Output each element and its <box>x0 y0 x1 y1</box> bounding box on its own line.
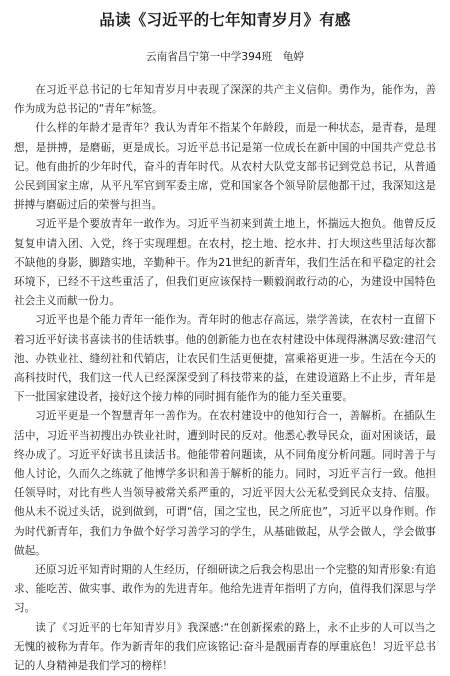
paragraph: 什么样的年龄才是青年？我认为青年不指某个年龄段，而是一种状态，是青春，是理想，是拼搏，是磨砺，更是成长。习近平总书记是第一位成长在新中国的中国共产党总书记。他有曲折的少年时代，奋斗的青年时代。从农村大队党支部书记到党总书记，从普通公民到国家主席，从平凡军官到军委主席，党和国家各个领导阶层他都干过，我深知这是拼搏与磨砺过后的荣誉与担当。 <box>14 122 436 212</box>
paragraph: 还原习近平知青时期的人生经历，仔细研读之后我会构思出一个完整的知青形象:有追求、能吃苦、做实事、敢作为的先进青年。他给先进青年指明了方向，值得我们深思与学习。 <box>14 564 436 615</box>
paragraph: 习近平也是个能力青年一能作为。青年时的他志存高远，崇学善读，在农村一直留下着习近平好读书喜读书的佳话轶事。他的创新能力也在农村建设中体现得淋漓尽致:建沼气池、办铁业社、缝纫社和代销店，让农民们生活更便捷，富乘裕更进一步。生活在今天的高科技时代，我们这一代人已经深深受到了科技带来的益，在建设道路上不止步，青年是下一批国家建设者，接好这个接力棒的同时拥有能作为的能力至关重要。 <box>14 314 436 404</box>
paragraph: 习近平是个要放青年一敢作为。习近平当初来到黄土地上，怀揣远大抱负。他曾反反复复申请入团、入党，终于实现理想。在农村，挖土地、挖水井、打大坝这些里活每次都不缺他的身影，脚踏实地，辛勤种干。作为21世纪的新青年，我们生活在和平稳定的社会环境下，已经不干这些重活了，但我们更应该保持一颗毅润敢行动的心，为建设中国特色社会主义而献一份力。 <box>14 218 436 308</box>
author-line: 云南省昌宁第一中学394班 龟婷 <box>146 51 304 63</box>
document-title: 品读《习近平的七年知青岁月》有感 <box>99 11 351 29</box>
paragraph: 习近平更是一个智慧青年一善作为。在农村建设中的他知行合一，善解析。在插队生活中，习近平当初搜出办铁业社时，遭到时民的反对。他悉心教导民众，面对困谈话，最终办成了。习近平好读书且读活书。他能带着问题读，从不同角度分析问题。同时善于与他人讨论，久而久之练就了他博学多识和善于解析的能力。同时，习近平言行一致。他担任领导时，对比有些人当领导被常关系严重的，习近平因大公无私受到民众支持、信服。他从未不说过头话，说到做到，可谓“信，国之宝也，民之所庇也”，习近平以身作则。作为时代新青年，我们力争做个好学习善学习的学生，从基础做起，从学会做人，学会做事做起。 <box>14 410 436 557</box>
document-body <box>14 81 436 676</box>
paragraph: 读了《习近平的七年知青岁月》我深感:“在创新探索的路上，永不止步的人可以当之无愧的被称为青年。作为新青年的我们应该铭记:奋斗是靓丽青春的厚重底色！习近平总书记的人身精神是我们学习的榜样！ <box>14 621 436 673</box>
paragraph: 在习近平总书记的七年知青岁月中表现了深深的共产主义信仰。勇作为，能作为，善作为成为总书记的“青年”标签。 <box>14 84 436 116</box>
